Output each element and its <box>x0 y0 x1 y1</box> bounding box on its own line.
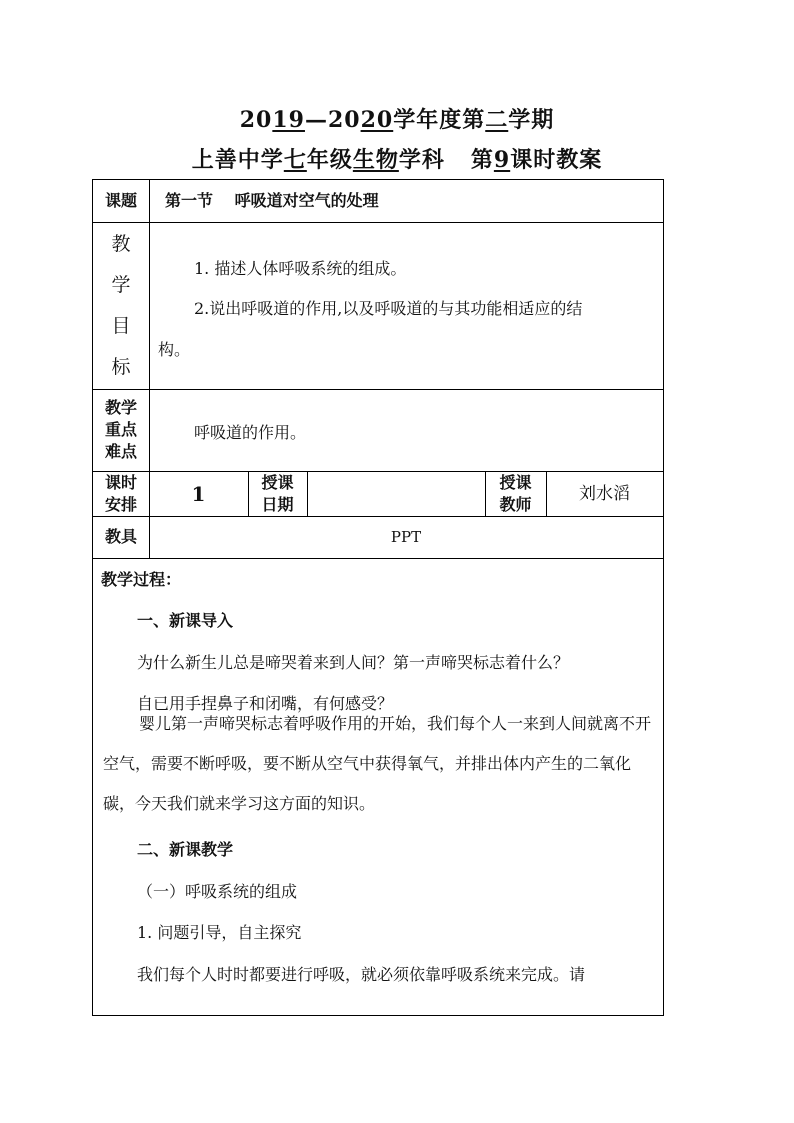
hours-label-line: 课时 <box>104 472 137 492</box>
process-heading: 教学过程： <box>101 570 182 589</box>
grade-underlined: 七 <box>283 147 307 173</box>
teacher-value: 刘水滔 <box>579 483 630 504</box>
keypoints-value: 呼吸道的作用。 <box>194 423 307 442</box>
teaching-process <box>93 558 663 1015</box>
lesson-suffix: 课时教案 <box>510 147 603 173</box>
term-suffix: 学期 <box>508 107 555 133</box>
subsection-1-heading: （一）呼吸系统的组成 <box>137 882 298 901</box>
hours-label-line: 安排 <box>104 494 137 514</box>
keypoints-label <box>93 389 149 471</box>
subject-label: 学科 <box>398 147 445 173</box>
year-start: 20 <box>239 107 273 133</box>
lesson-plan-table <box>92 179 664 1016</box>
goals-label <box>93 222 149 389</box>
goal-1: 1. 描述人体呼吸系统的组成。 <box>194 259 407 278</box>
item-1: 1. 问题引导，自主探究 <box>137 923 302 942</box>
teacher-label <box>485 471 546 516</box>
goal-2-line1: 2.说出呼吸道的作用,以及呼吸道的与其功能相适应的结 <box>194 299 583 318</box>
section-2-heading: 二、新课教学 <box>137 840 234 859</box>
rule <box>93 222 663 223</box>
keypoints-label-line: 重点 <box>104 420 137 439</box>
section-1-heading: 一、新课导入 <box>137 611 234 630</box>
topic-value: 第一节 呼吸道对空气的处理 <box>165 191 379 210</box>
goals-label-char: 标 <box>111 355 131 378</box>
tools-label: 教具 <box>104 527 137 546</box>
hours-value: 1 <box>191 481 206 506</box>
paragraph-2: 我们每个人时时都要进行呼吸，就必须依靠呼吸系统来完成。请 <box>137 965 586 984</box>
question-1: 为什么新生儿总是啼哭着来到人间？第一声啼哭标志着什么？ <box>137 653 570 672</box>
intro-paragraph: 婴儿第一声啼哭标志着呼吸作用的开始，我们每个人一来到人间就离不开空气，需要不断呼吸，要不断从空气中获得氧气，并排出体内产生的二氧化碳，今天我们就来学习这方面的知识。 <box>103 714 652 813</box>
grade-label: 年级 <box>306 147 353 173</box>
teacher-label-line: 授课 <box>499 472 532 492</box>
question-2: 自已用手捏鼻子和闭嘴，有何感受？ <box>137 694 394 713</box>
year-start-underlined: 19 <box>272 107 305 133</box>
goals-label-char: 学 <box>111 273 131 296</box>
rule <box>93 389 663 390</box>
date-value <box>307 471 485 516</box>
goal-2-line2: 构。 <box>158 340 191 359</box>
teacher-label-line: 教师 <box>499 494 532 514</box>
lesson-number-underlined: 9 <box>493 147 511 173</box>
school-name: 上善中学 <box>191 147 284 173</box>
lesson-title <box>0 143 794 174</box>
goals-label-char: 教 <box>111 232 131 255</box>
year-end-underlined: 20 <box>360 107 394 133</box>
lesson-prefix: 第 <box>470 147 494 173</box>
term-prefix: 学年度第 <box>393 107 486 133</box>
tools-value: PPT <box>390 528 422 546</box>
term-underlined: 二 <box>485 107 509 133</box>
hours-label <box>93 471 149 516</box>
topic-label: 课题 <box>104 191 137 210</box>
year-dash: —20 <box>304 107 361 133</box>
subject-underlined: 生物 <box>352 147 399 173</box>
term-title <box>0 103 794 134</box>
keypoints-label-line: 教学 <box>104 398 137 417</box>
keypoints-label-line: 难点 <box>104 442 137 461</box>
date-label-line: 授课 <box>261 472 294 492</box>
date-label <box>248 471 307 516</box>
goals-label-char: 目 <box>111 314 131 337</box>
date-label-line: 日期 <box>261 494 294 514</box>
